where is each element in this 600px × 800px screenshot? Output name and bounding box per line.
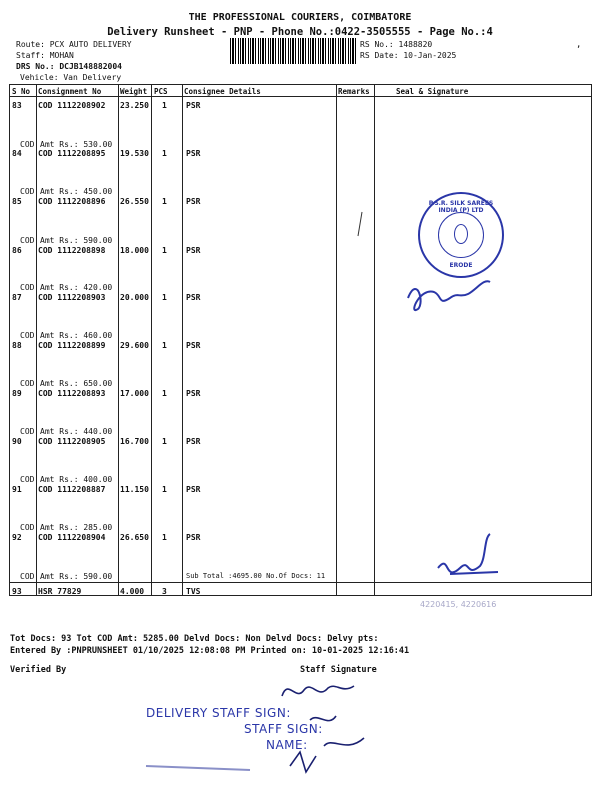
row-cod-amount: Amt Rs.: 440.00 bbox=[40, 427, 113, 436]
faint-stamp: 4220415, 4220616 bbox=[420, 600, 497, 609]
name-stamp: NAME: bbox=[266, 738, 308, 752]
row-weight: 17.000 bbox=[120, 389, 149, 398]
route-label: Route: PCX AUTO DELIVERY bbox=[16, 40, 132, 49]
row-pcs: 1 bbox=[162, 389, 167, 398]
staff-signature-label: Staff Signature bbox=[300, 665, 377, 675]
row-cod-prefix: COD bbox=[20, 379, 35, 388]
row-consignee: TVS bbox=[186, 587, 201, 596]
row-cod-prefix: COD bbox=[20, 523, 35, 532]
row-weight: 16.700 bbox=[120, 437, 149, 446]
row-cod-amount: Amt Rs.: 400.00 bbox=[40, 475, 113, 484]
barcode bbox=[230, 38, 356, 64]
col-sno: S No bbox=[12, 87, 31, 96]
row-consignee: PSR bbox=[186, 437, 201, 446]
vehicle-label: Vehicle: Van Delivery bbox=[20, 73, 122, 82]
runsheet-title: Delivery Runsheet - PNP - Phone No.:0422-3505555 - Page No.:4 bbox=[107, 26, 493, 38]
entered-by-line: Entered By :PNPRUNSHEET 01/10/2025 12:08:08 PM Printed on: 10-01-2025 12:16:41 bbox=[10, 646, 410, 656]
col-weight: Weight bbox=[120, 87, 148, 96]
row-consignment: COD 1112208893 bbox=[38, 389, 106, 398]
row-weight: 20.000 bbox=[120, 293, 149, 302]
row-consignment: HSR 77829 bbox=[38, 587, 82, 596]
row-pcs: 1 bbox=[162, 533, 167, 542]
delivery-staff-stamp: DELIVERY STAFF SIGN: bbox=[146, 706, 291, 720]
row-sno: 90 bbox=[12, 437, 22, 446]
row-cod-amount: Amt Rs.: 590.00 bbox=[40, 236, 113, 245]
row-consignment: COD 1112208887 bbox=[38, 485, 106, 494]
seal-emblem-icon bbox=[454, 224, 468, 244]
col-pcs: PCS bbox=[154, 87, 168, 96]
staff-label: Staff: MOHAN bbox=[16, 51, 74, 60]
row-cod-prefix: COD bbox=[20, 236, 35, 245]
row-cod-amount: Amt Rs.: 420.00 bbox=[40, 283, 113, 292]
row-consignment: COD 1112208899 bbox=[38, 341, 106, 350]
row-pcs: 3 bbox=[162, 587, 167, 596]
row-consignment: COD 1112208904 bbox=[38, 533, 106, 542]
row-pcs: 1 bbox=[162, 246, 167, 255]
row-cod-amount: Amt Rs.: 650.00 bbox=[40, 379, 113, 388]
row-sno: 86 bbox=[12, 246, 22, 255]
row-consignee: PSR bbox=[186, 485, 201, 494]
row-sno: 83 bbox=[12, 101, 22, 110]
row-weight: 19.530 bbox=[120, 149, 149, 158]
row-weight: 29.600 bbox=[120, 341, 149, 350]
verified-by-label: Verified By bbox=[10, 665, 67, 675]
handwritten-signature-icon bbox=[270, 676, 390, 786]
signature-icon bbox=[398, 268, 498, 318]
row-consignee: PSR bbox=[186, 246, 201, 255]
rs-date: RS Date: 10-Jan-2025 bbox=[360, 51, 457, 60]
row-sno: 88 bbox=[12, 341, 22, 350]
company-seal: P.S.R. SILK SAREES INDIA (P) LTD ERODE bbox=[418, 192, 504, 278]
row-cod-prefix: COD bbox=[20, 427, 35, 436]
faint-stamp-line-icon bbox=[140, 752, 260, 782]
row-weight: 18.000 bbox=[120, 246, 149, 255]
row-consignee: PSR bbox=[186, 389, 201, 398]
row-cod-prefix: COD bbox=[20, 475, 35, 484]
row-pcs: 1 bbox=[162, 101, 167, 110]
col-remarks: Remarks bbox=[338, 87, 370, 96]
row-sno: 92 bbox=[12, 533, 22, 542]
row-sno: 87 bbox=[12, 293, 22, 302]
col-consignee: Consignee Details bbox=[184, 87, 261, 96]
col-seal-signature: Seal & Signature bbox=[396, 87, 469, 96]
row-cod-amount: Amt Rs.: 530.00 bbox=[40, 140, 113, 149]
row-sno: 93 bbox=[12, 587, 22, 596]
row-pcs: 1 bbox=[162, 341, 167, 350]
row-consignee: PSR bbox=[186, 197, 201, 206]
row-consignment: COD 1112208905 bbox=[38, 437, 106, 446]
row-cod-amount: Amt Rs.: 590.00 bbox=[40, 572, 113, 581]
company-name: THE PROFESSIONAL COURIERS, COIMBATORE bbox=[188, 12, 412, 23]
signature-icon bbox=[430, 528, 510, 588]
row-consignment: COD 1112208898 bbox=[38, 246, 106, 255]
row-cod-amount: Amt Rs.: 285.00 bbox=[40, 523, 113, 532]
row-pcs: 1 bbox=[162, 485, 167, 494]
row-consignee: PSR bbox=[186, 149, 201, 158]
row-sno: 84 bbox=[12, 149, 22, 158]
row-consignee: PSR bbox=[186, 101, 201, 110]
row-consignment: COD 1112208895 bbox=[38, 149, 106, 158]
rs-number: RS No.: 1488820 bbox=[360, 40, 433, 49]
row-consignee: PSR bbox=[186, 293, 201, 302]
col-consignment: Consignment No bbox=[38, 87, 102, 96]
row-weight: 23.250 bbox=[120, 101, 149, 110]
row-sno: 85 bbox=[12, 197, 22, 206]
row-cod-prefix: COD bbox=[20, 572, 35, 581]
drs-number: DRS No.: DCJB148882004 bbox=[16, 62, 122, 71]
row-cod-amount: Amt Rs.: 450.00 bbox=[40, 187, 113, 196]
row-pcs: 1 bbox=[162, 149, 167, 158]
row-sno: 89 bbox=[12, 389, 22, 398]
row-consignment: COD 1112208903 bbox=[38, 293, 106, 302]
row-weight: 11.150 bbox=[120, 485, 149, 494]
totals-line: Tot Docs: 93 Tot COD Amt: 5285.00 Delvd Docs: Non Delvd Docs: Delvy pts: bbox=[10, 634, 379, 644]
row-consignee: PSR bbox=[186, 533, 201, 542]
row-cod-prefix: COD bbox=[20, 140, 35, 149]
row-consignment: COD 1112208902 bbox=[38, 101, 106, 110]
row-cod-amount: Amt Rs.: 460.00 bbox=[40, 331, 113, 340]
row-cod-prefix: COD bbox=[20, 187, 35, 196]
row-pcs: 1 bbox=[162, 293, 167, 302]
mark-icon: , bbox=[576, 40, 582, 50]
row-weight: 26.650 bbox=[120, 533, 149, 542]
runsheet-table bbox=[9, 84, 592, 596]
row-pcs: 1 bbox=[162, 437, 167, 446]
staff-sign-stamp: STAFF SIGN: bbox=[244, 722, 323, 736]
row-weight: 4.000 bbox=[120, 587, 145, 596]
row-sno: 91 bbox=[12, 485, 22, 494]
pen-mark-icon bbox=[350, 210, 370, 240]
subtotal: Sub Total :4695.00 No.Of Docs: 11 bbox=[186, 572, 326, 580]
row-cod-prefix: COD bbox=[20, 331, 35, 340]
row-pcs: 1 bbox=[162, 197, 167, 206]
row-weight: 26.550 bbox=[120, 197, 149, 206]
row-consignee: PSR bbox=[186, 341, 201, 350]
row-cod-prefix: COD bbox=[20, 283, 35, 292]
row-consignment: COD 1112208896 bbox=[38, 197, 106, 206]
